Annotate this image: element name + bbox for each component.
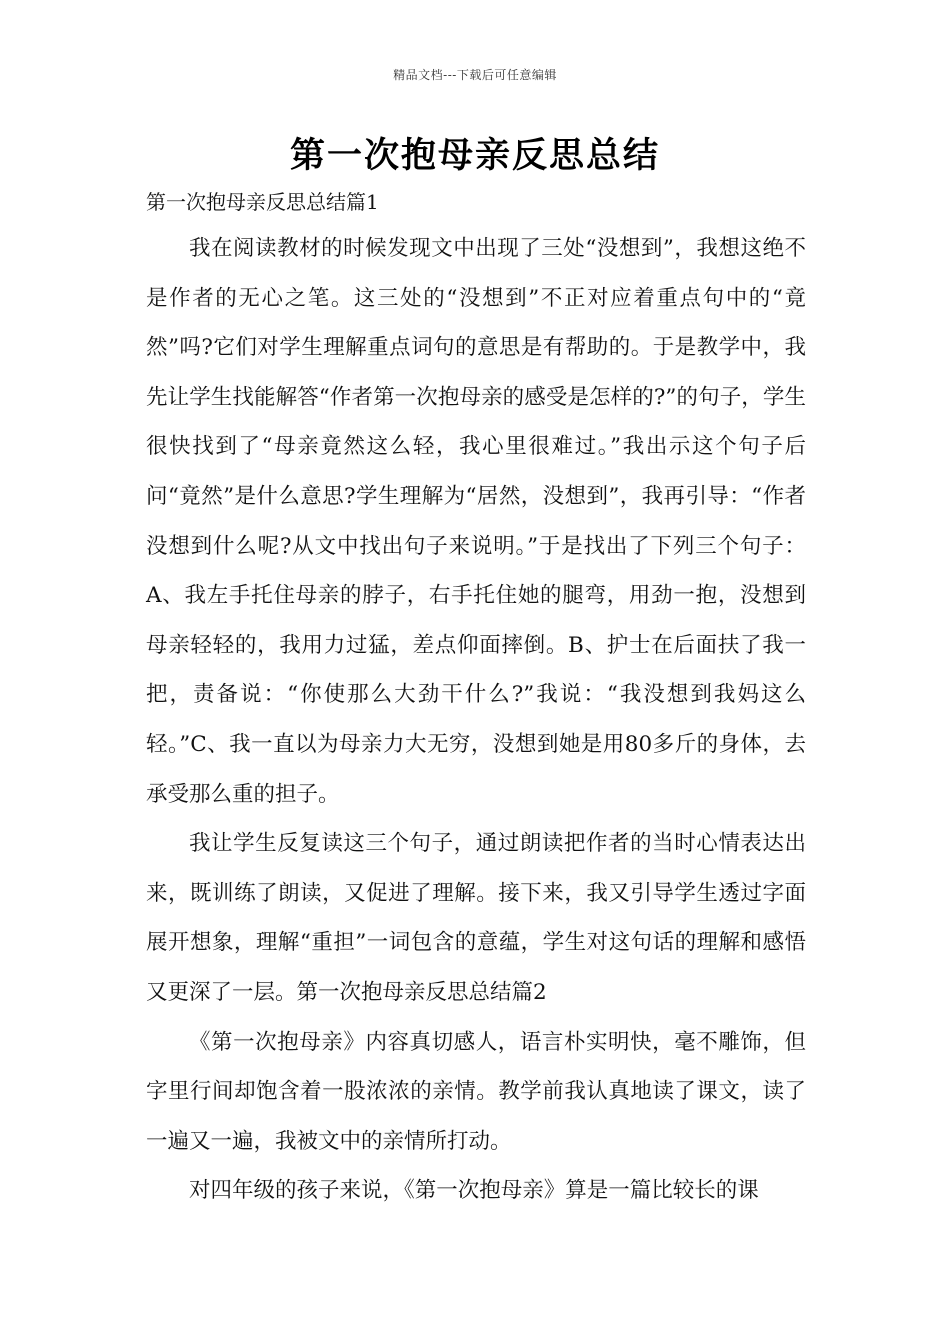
paragraph-2: 我让学生反复读这三个句子，通过朗读把作者的当时心情表达出来，既训练了朗读，又促进了理解。接下来，我又引导学生透过字面展开想象，理解“重担”一词包含的意蕴，学生对这句话的理解和感悟又更深了一层。第一次抱母亲反思总结篇2 (146, 831, 806, 1005)
header-note: 精品文档---下载后可任意编辑 (393, 68, 557, 82)
document-body (146, 180, 806, 1216)
paragraph-4: 对四年级的孩子来说，《第一次抱母亲》算是一篇比较长的课 (189, 1178, 759, 1204)
paragraph-1: 我在阅读教材的时候发现文中出现了三处“没想到”，我想这绝不是作者的无心之笔。这三处的“没想到”不正对应着重点句中的“竟然”吗?它们对学生理解重点词句的意思是有帮助的。于是教学中，我先让学生找能解答“作者第一次抱母亲的感受是怎样的?”的句子，学生很快找到了“母亲竟然这么轻，我心里很难过。”我出示这个句子后问“竟然”是什么意思?学生理解为“居然，没想到”，我再引导：“作者没想到什么呢?从文中找出句子来说明。”于是找出了下列三个句子：A、我左手托住母亲的脖子，右手托住她的腿弯，用劲一抱，没想到母亲轻轻的，我用力过猛，差点仰面摔倒。B、护士在后面扶了我一把，责备说：“你使那么大劲干什么?”我说：“我没想到我妈这么轻。”C、我一直以为母亲力大无穷，没想到她是用80多斤的身体，去承受那么重的担子。 (146, 236, 806, 807)
section-heading: 第一次抱母亲反思总结篇1 (146, 190, 379, 214)
document-title: 第一次抱母亲反思总结 (289, 136, 660, 176)
paragraph-3: 《第一次抱母亲》内容真切感人，语言朴实明快，毫不雕饰，但字里行间却饱含着一股浓浓的亲情。教学前我认真地读了课文，读了一遍又一遍，我被文中的亲情所打动。 (146, 1029, 806, 1154)
